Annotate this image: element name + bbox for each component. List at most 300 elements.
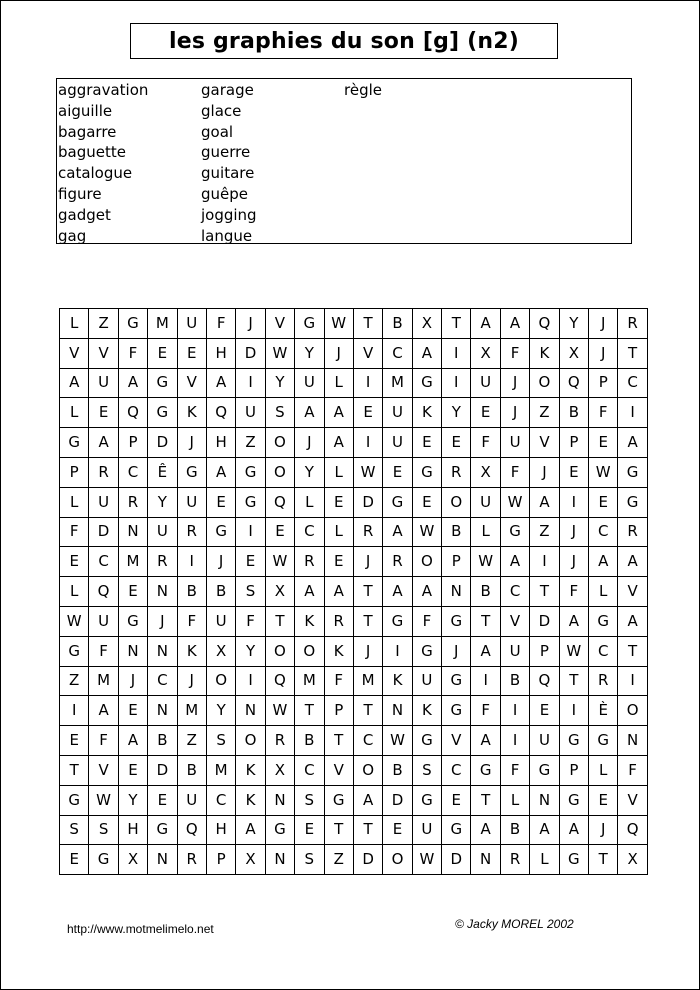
grid-cell: L (324, 368, 353, 398)
grid-cell: C (295, 517, 324, 547)
grid-cell: T (324, 815, 353, 845)
grid-cell: A (118, 368, 147, 398)
grid-cell: A (471, 815, 500, 845)
grid-row (60, 845, 648, 875)
grid-cell: T (442, 309, 471, 339)
grid-cell: G (177, 457, 206, 487)
grid-cell: T (353, 815, 382, 845)
grid-row (60, 696, 648, 726)
grid-cell: K (412, 398, 441, 428)
grid-cell: U (148, 517, 177, 547)
grid-cell: J (530, 457, 559, 487)
grid-cell: N (265, 845, 294, 875)
grid-cell: F (89, 726, 118, 756)
grid-cell: Y (295, 457, 324, 487)
grid-cell: Z (60, 666, 89, 696)
word-item: baguette (58, 143, 126, 162)
grid-cell: I (530, 547, 559, 577)
grid-cell: V (500, 606, 529, 636)
grid-cell: L (60, 398, 89, 428)
grid-cell: E (559, 457, 588, 487)
grid-cell: D (353, 845, 382, 875)
grid-cell: Q (206, 398, 235, 428)
grid-cell: U (500, 636, 529, 666)
grid-cell: E (324, 547, 353, 577)
word-item: aggravation (58, 81, 149, 99)
grid-cell: Y (295, 338, 324, 368)
grid-cell: G (118, 606, 147, 636)
grid-cell: J (236, 309, 265, 339)
grid-cell: R (148, 547, 177, 577)
grid-cell: T (471, 785, 500, 815)
grid-cell: G (383, 487, 412, 517)
grid-cell: C (118, 457, 147, 487)
grid-cell: A (500, 547, 529, 577)
grid-cell: E (118, 755, 147, 785)
grid-cell: I (500, 696, 529, 726)
word-item: langue (201, 226, 253, 245)
grid-cell: J (589, 309, 618, 339)
grid-cell: L (500, 785, 529, 815)
grid-cell: F (236, 606, 265, 636)
word-item: guerre (201, 143, 251, 162)
grid-cell: V (89, 755, 118, 785)
grid-cell: Z (530, 517, 559, 547)
grid-cell: F (206, 309, 235, 339)
grid-cell: A (530, 815, 559, 845)
grid-cell: G (500, 517, 529, 547)
grid-row (60, 726, 648, 756)
grid-cell: G (412, 636, 441, 666)
grid-cell: H (206, 338, 235, 368)
grid-cell: E (89, 398, 118, 428)
grid-cell: N (530, 785, 559, 815)
word-item: jogging (201, 205, 257, 224)
grid-cell: C (589, 517, 618, 547)
grid-cell: T (618, 636, 647, 666)
grid-cell: O (265, 636, 294, 666)
grid-cell: G (60, 785, 89, 815)
grid-cell: I (177, 547, 206, 577)
grid-cell: J (589, 815, 618, 845)
grid-cell: U (177, 785, 206, 815)
grid-cell: A (324, 428, 353, 458)
grid-cell: R (118, 487, 147, 517)
grid-cell: E (471, 398, 500, 428)
grid-cell: R (353, 517, 382, 547)
grid-cell: S (236, 577, 265, 607)
grid-cell: A (353, 785, 382, 815)
grid-cell: F (500, 338, 529, 368)
grid-cell: A (589, 547, 618, 577)
grid-cell: J (500, 368, 529, 398)
grid-cell: M (206, 755, 235, 785)
grid-cell: H (206, 815, 235, 845)
grid-cell: F (60, 517, 89, 547)
grid-cell: R (89, 457, 118, 487)
grid-cell: N (236, 696, 265, 726)
grid-cell: G (148, 815, 177, 845)
grid-cell: S (295, 845, 324, 875)
grid-cell: W (471, 547, 500, 577)
grid-row (60, 755, 648, 785)
grid-cell: F (500, 755, 529, 785)
grid-cell: M (89, 666, 118, 696)
grid-cell: C (618, 368, 647, 398)
grid-cell: A (618, 428, 647, 458)
grid-cell: E (265, 517, 294, 547)
grid-cell: G (442, 606, 471, 636)
grid-cell: Z (530, 398, 559, 428)
grid-cell: L (60, 309, 89, 339)
grid-cell: A (383, 517, 412, 547)
grid-cell: B (500, 666, 529, 696)
grid-cell: E (383, 457, 412, 487)
grid-cell: P (559, 428, 588, 458)
grid-row (60, 338, 648, 368)
grid-cell: A (500, 309, 529, 339)
grid-cell: A (206, 457, 235, 487)
grid-cell: A (559, 606, 588, 636)
grid-cell: M (383, 368, 412, 398)
grid-cell: X (206, 636, 235, 666)
grid-cell: M (295, 666, 324, 696)
grid-cell: E (530, 696, 559, 726)
grid-cell: X (236, 845, 265, 875)
grid-cell: M (118, 547, 147, 577)
grid-cell: S (412, 755, 441, 785)
grid-cell: Y (206, 696, 235, 726)
grid-cell: G (60, 428, 89, 458)
grid-cell: F (89, 636, 118, 666)
grid-cell: O (236, 726, 265, 756)
grid-cell: O (265, 428, 294, 458)
grid-cell: G (236, 457, 265, 487)
grid-cell: R (265, 726, 294, 756)
grid-row (60, 785, 648, 815)
grid-cell: Q (618, 815, 647, 845)
grid-cell: J (559, 547, 588, 577)
grid-cell: R (618, 517, 647, 547)
grid-cell: T (589, 845, 618, 875)
grid-cell: B (559, 398, 588, 428)
grid-cell: Y (265, 368, 294, 398)
grid-cell: A (118, 726, 147, 756)
grid-cell: U (89, 368, 118, 398)
grid-cell: S (295, 785, 324, 815)
grid-cell: G (442, 696, 471, 726)
grid-cell: I (442, 338, 471, 368)
grid-cell: M (177, 696, 206, 726)
grid-cell: B (206, 577, 235, 607)
grid-cell: A (236, 815, 265, 845)
grid-cell: G (471, 755, 500, 785)
grid-cell: Q (530, 666, 559, 696)
word-item: guitare (201, 164, 255, 183)
grid-cell: E (412, 487, 441, 517)
grid-cell: B (471, 577, 500, 607)
grid-cell: U (412, 815, 441, 845)
grid-cell: D (148, 428, 177, 458)
grid-cell: J (295, 428, 324, 458)
grid-cell: J (442, 636, 471, 666)
grid-cell: G (60, 636, 89, 666)
grid-cell: G (148, 398, 177, 428)
grid-cell: N (118, 517, 147, 547)
grid-cell: W (412, 517, 441, 547)
grid-cell: U (500, 428, 529, 458)
grid-cell: C (589, 636, 618, 666)
grid-cell: G (412, 368, 441, 398)
grid-cell: O (618, 696, 647, 726)
grid-cell: J (589, 338, 618, 368)
grid-cell: T (471, 606, 500, 636)
grid-cell: U (383, 428, 412, 458)
grid-cell: M (353, 666, 382, 696)
grid-cell: I (236, 666, 265, 696)
grid-cell: X (412, 309, 441, 339)
grid-cell: N (442, 577, 471, 607)
grid-cell: G (412, 457, 441, 487)
grid-cell: F (618, 755, 647, 785)
grid-cell: F (471, 428, 500, 458)
grid-cell: E (295, 815, 324, 845)
grid-cell: S (89, 815, 118, 845)
grid-cell: O (295, 636, 324, 666)
grid-cell: L (295, 487, 324, 517)
grid-cell: K (412, 696, 441, 726)
grid-cell: D (530, 606, 559, 636)
grid-cell: C (500, 577, 529, 607)
grid-cell: T (353, 696, 382, 726)
grid-row (60, 398, 648, 428)
grid-cell: E (324, 487, 353, 517)
grid-cell: G (118, 309, 147, 339)
grid-cell: A (559, 815, 588, 845)
grid-cell: V (324, 755, 353, 785)
grid-cell: T (618, 338, 647, 368)
grid-cell: G (89, 845, 118, 875)
grid-cell: Y (118, 785, 147, 815)
grid-cell: N (148, 845, 177, 875)
grid-cell: G (589, 726, 618, 756)
grid-cell: Q (530, 309, 559, 339)
grid-cell: R (442, 457, 471, 487)
grid-row (60, 428, 648, 458)
grid-cell: J (353, 636, 382, 666)
grid-cell: I (618, 398, 647, 428)
grid-cell: J (500, 398, 529, 428)
grid-cell: W (500, 487, 529, 517)
grid-cell: X (471, 338, 500, 368)
grid-cell: S (60, 815, 89, 845)
word-item: bagarre (58, 122, 117, 141)
grid-cell: K (236, 785, 265, 815)
grid-cell: O (412, 547, 441, 577)
grid-cell: R (500, 845, 529, 875)
grid-cell: N (148, 577, 177, 607)
grid-row (60, 368, 648, 398)
grid-cell: O (383, 845, 412, 875)
grid-cell: P (206, 845, 235, 875)
grid-cell: P (530, 636, 559, 666)
grid-cell: J (324, 338, 353, 368)
grid-cell: T (324, 726, 353, 756)
grid-cell: F (177, 606, 206, 636)
grid-cell: E (118, 577, 147, 607)
grid-cell: A (295, 398, 324, 428)
grid-cell: G (559, 726, 588, 756)
grid-cell: W (412, 845, 441, 875)
word-search-grid (59, 308, 648, 875)
grid-cell: T (353, 309, 382, 339)
grid-cell: C (295, 755, 324, 785)
grid-cell: R (177, 845, 206, 875)
grid-cell: W (265, 547, 294, 577)
grid-row (60, 666, 648, 696)
grid-row (60, 517, 648, 547)
grid-cell: F (412, 606, 441, 636)
grid-cell: S (206, 726, 235, 756)
grid-cell: V (618, 577, 647, 607)
grid-cell: L (324, 457, 353, 487)
grid-row (60, 815, 648, 845)
grid-cell: G (412, 785, 441, 815)
grid-cell: V (618, 785, 647, 815)
grid-cell: K (177, 398, 206, 428)
grid-cell: L (324, 517, 353, 547)
grid-cell: F (559, 577, 588, 607)
grid-cell: F (500, 457, 529, 487)
grid-cell: U (236, 398, 265, 428)
grid-cell: K (295, 606, 324, 636)
word-item: garage (201, 81, 254, 99)
grid-cell: A (471, 726, 500, 756)
grid-cell: G (206, 517, 235, 547)
word-list-box (56, 78, 632, 244)
grid-cell: G (442, 815, 471, 845)
grid-cell: E (442, 785, 471, 815)
grid-cell: J (206, 547, 235, 577)
word-item: figure (58, 184, 102, 203)
grid-cell: A (206, 368, 235, 398)
grid-cell: O (442, 487, 471, 517)
word-item: aiguille (58, 101, 113, 120)
grid-cell: F (471, 696, 500, 726)
grid-cell: C (148, 666, 177, 696)
grid-cell: P (60, 457, 89, 487)
grid-cell: J (353, 547, 382, 577)
grid-cell: Y (148, 487, 177, 517)
page-title: les graphies du son [g] (n2) (130, 23, 558, 59)
grid-cell: E (442, 428, 471, 458)
grid-cell: G (265, 815, 294, 845)
grid-cell: G (559, 785, 588, 815)
grid-cell: Y (442, 398, 471, 428)
grid-cell: W (265, 696, 294, 726)
grid-cell: I (559, 487, 588, 517)
grid-cell: N (618, 726, 647, 756)
grid-cell: X (618, 845, 647, 875)
grid-cell: E (177, 338, 206, 368)
grid-cell: A (412, 577, 441, 607)
grid-cell: Y (236, 636, 265, 666)
grid-cell: U (471, 368, 500, 398)
grid-row (60, 547, 648, 577)
grid-cell: G (295, 309, 324, 339)
grid-cell: I (471, 666, 500, 696)
grid-cell: J (148, 606, 177, 636)
grid-cell: T (559, 666, 588, 696)
grid-cell: U (530, 726, 559, 756)
grid-cell: B (442, 517, 471, 547)
grid-cell: E (383, 815, 412, 845)
grid-cell: G (236, 487, 265, 517)
grid-cell: A (530, 487, 559, 517)
grid-cell: U (89, 487, 118, 517)
grid-cell: G (383, 606, 412, 636)
grid-cell: Ê (148, 457, 177, 487)
grid-cell: T (530, 577, 559, 607)
grid-cell: E (589, 428, 618, 458)
grid-cell: Q (177, 815, 206, 845)
grid-row (60, 487, 648, 517)
grid-cell: A (89, 696, 118, 726)
word-item: gag (58, 226, 87, 245)
grid-cell: A (618, 547, 647, 577)
grid-cell: X (118, 845, 147, 875)
grid-cell: K (236, 755, 265, 785)
grid-cell: V (265, 309, 294, 339)
grid-cell: W (265, 338, 294, 368)
grid-cell: I (236, 368, 265, 398)
grid-cell: W (89, 785, 118, 815)
grid-cell: A (471, 309, 500, 339)
grid-cell: T (265, 606, 294, 636)
grid-cell: Z (324, 845, 353, 875)
grid-cell: B (383, 309, 412, 339)
grid-cell: A (295, 577, 324, 607)
grid-cell: O (353, 755, 382, 785)
grid-cell: L (60, 487, 89, 517)
grid-cell: E (353, 398, 382, 428)
grid-cell: Z (236, 428, 265, 458)
grid-cell: D (442, 845, 471, 875)
grid-cell: A (471, 636, 500, 666)
grid-cell: I (500, 726, 529, 756)
grid-cell: D (383, 785, 412, 815)
grid-cell: Q (559, 368, 588, 398)
grid-cell: T (60, 755, 89, 785)
word-item: gadget (58, 205, 111, 224)
word-item: glace (201, 101, 242, 120)
grid-cell: A (324, 398, 353, 428)
word-list-column-2 (201, 80, 257, 246)
grid-cell: R (295, 547, 324, 577)
grid-cell: Q (265, 487, 294, 517)
grid-cell: I (559, 696, 588, 726)
grid-cell: Q (118, 398, 147, 428)
grid-cell: V (60, 338, 89, 368)
grid-cell: X (265, 755, 294, 785)
grid-cell: G (618, 487, 647, 517)
grid-cell: U (177, 487, 206, 517)
grid-cell: Z (89, 309, 118, 339)
grid-cell: E (589, 487, 618, 517)
grid-cell: P (589, 368, 618, 398)
grid-cell: P (118, 428, 147, 458)
grid-cell: K (383, 666, 412, 696)
